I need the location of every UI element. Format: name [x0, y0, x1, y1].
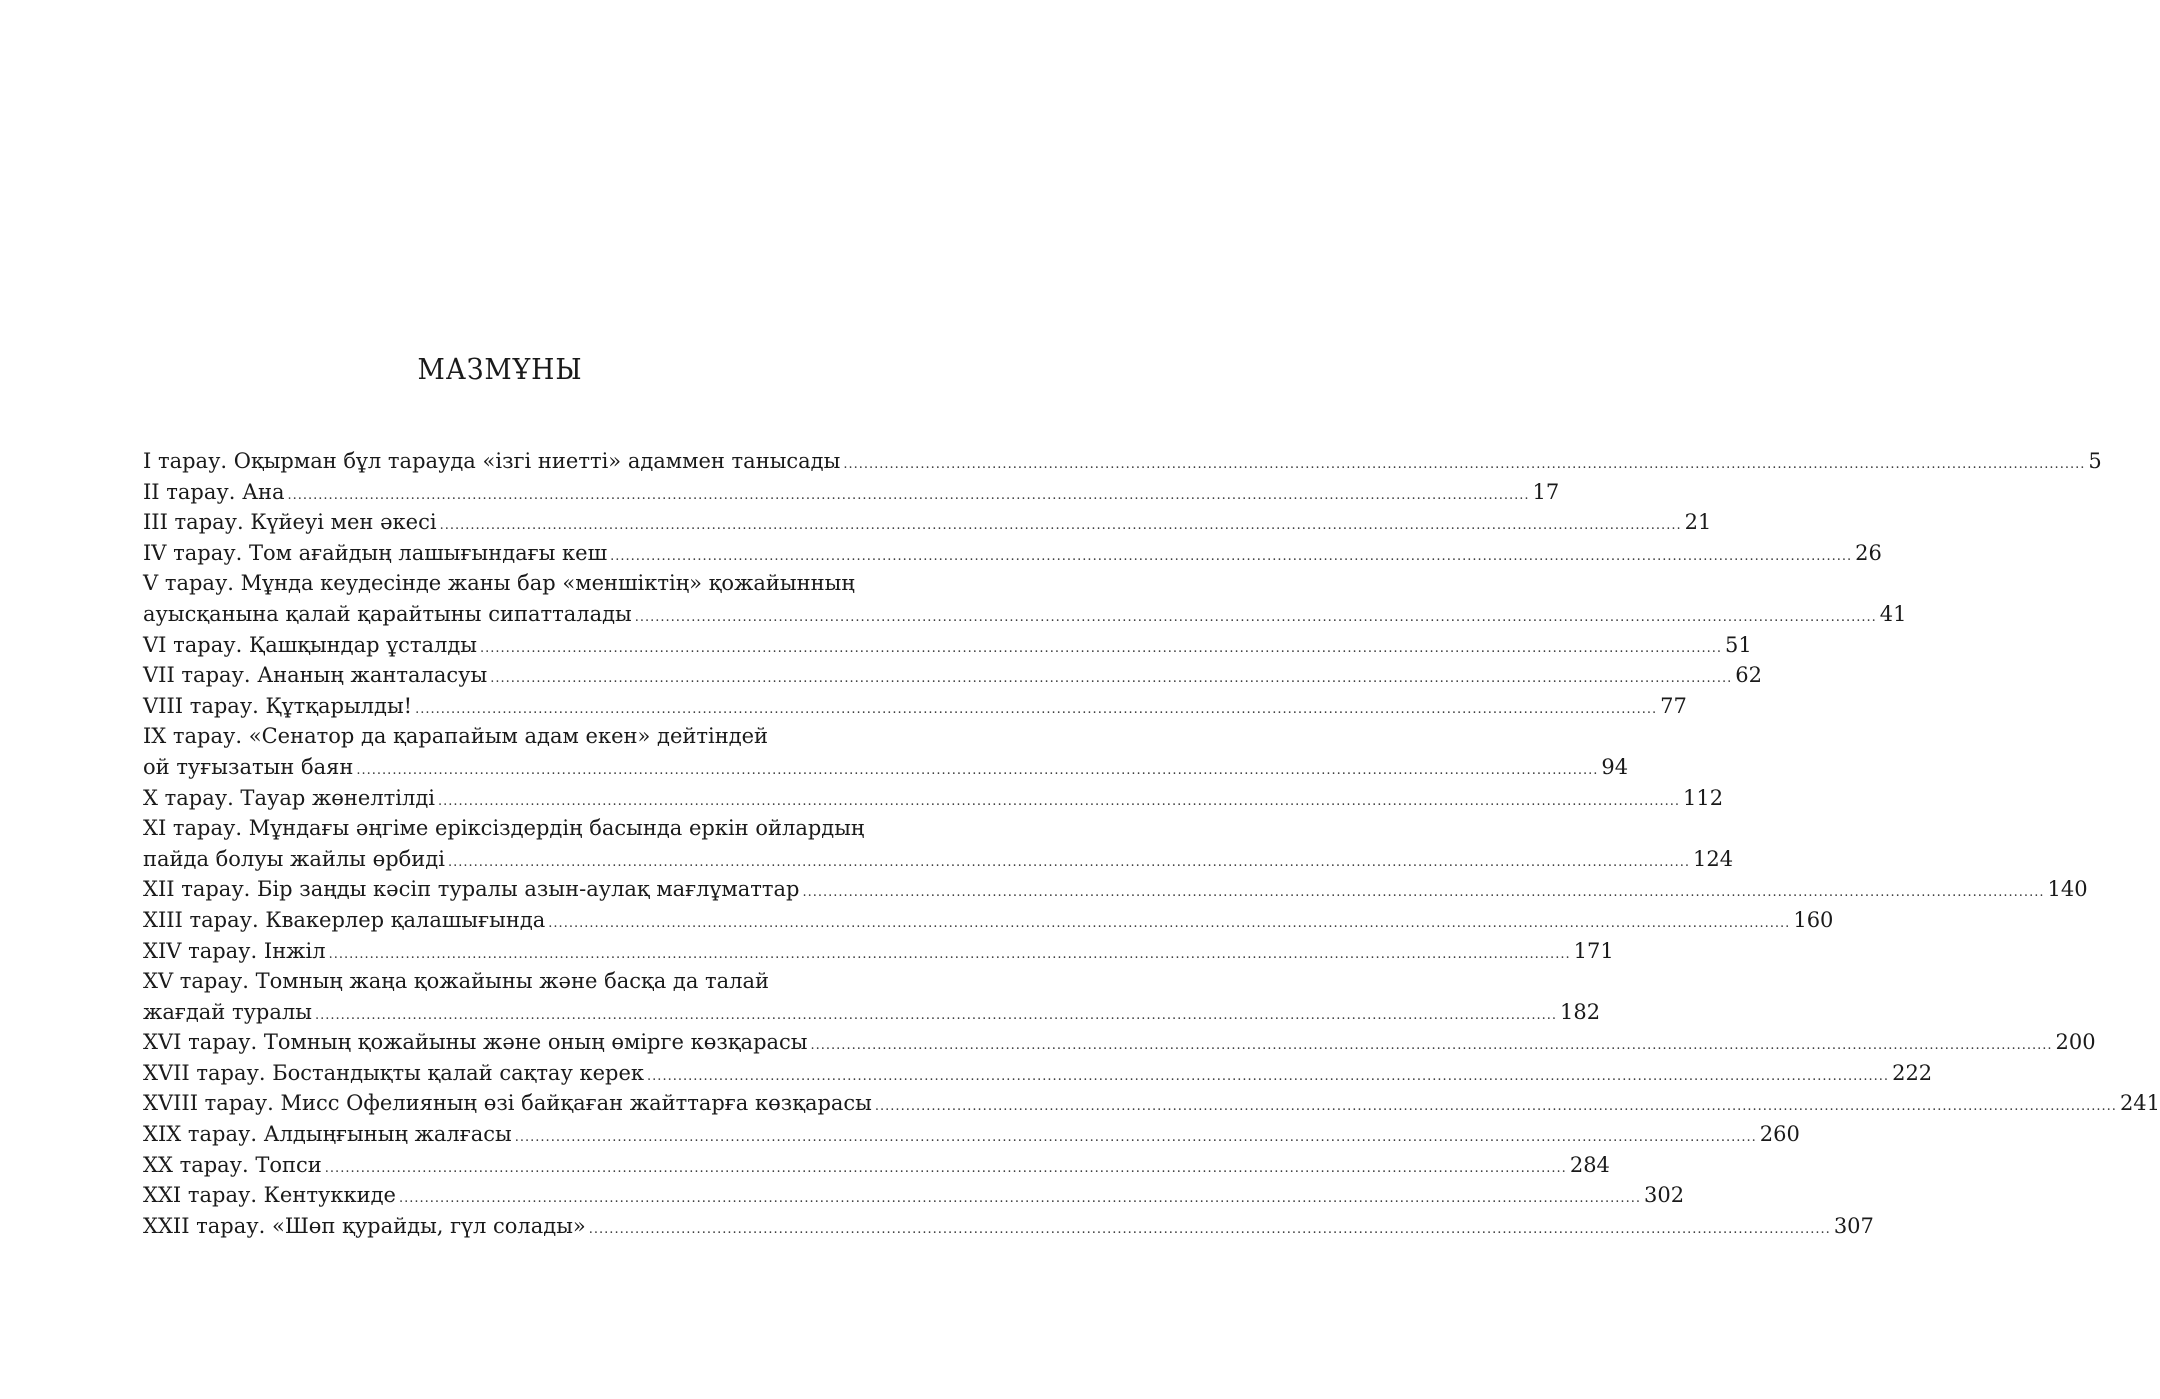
toc-entry — [143, 1088, 2160, 1119]
toc-entry-title: XV тарау. Томның жаңа қожайыны және басқа да талай — [143, 969, 770, 994]
toc-entry-title: VI тарау. Қашқындар ұсталды — [143, 632, 477, 657]
toc-entry-title: VII тарау. Ананың жанталасуы — [143, 663, 488, 688]
dot-leader — [811, 1031, 2053, 1062]
table-of-contents — [143, 446, 2160, 1241]
toc-entry-title: XIX тарау. Алдыңғының жалғасы — [143, 1122, 512, 1147]
toc-entry-title: ауысқанына қалай қарайтыны сипатталады — [143, 601, 632, 626]
toc-entry — [143, 905, 1834, 936]
toc-entry-page: 94 — [1601, 754, 1629, 779]
toc-entry — [143, 568, 906, 599]
toc-entry — [143, 691, 1687, 722]
toc-entry-page: 77 — [1660, 693, 1687, 718]
dot-leader — [802, 878, 2044, 909]
toc-entry-title: жағдай туралы — [143, 999, 312, 1024]
toc-entry-page: 171 — [1573, 938, 1614, 963]
toc-entry-title: VIII тарау. Құтқарылды! — [143, 693, 413, 718]
toc-entry — [143, 446, 2102, 477]
toc-entry — [143, 1027, 2096, 1058]
toc-entry-page: 62 — [1735, 663, 1762, 688]
toc-entry — [143, 1180, 1685, 1211]
toc-entry-title: V тарау. Мұнда кеудесінде жаны бар «меншіктің» қожайынның — [143, 571, 855, 596]
toc-entry — [143, 1211, 1874, 1242]
toc-entry-title: XIV тарау. Інжіл — [143, 938, 326, 963]
toc-entry — [143, 844, 1734, 875]
toc-entry-page: 140 — [2047, 877, 2088, 902]
toc-entry-page: 200 — [2055, 1030, 2096, 1055]
toc-entry — [143, 936, 1614, 967]
toc-entry-page: 124 — [1692, 846, 1734, 871]
toc-entry-page: 260 — [1759, 1122, 1800, 1147]
toc-entry-page: 41 — [1879, 601, 1907, 626]
dot-leader — [325, 1154, 1567, 1185]
toc-entry — [143, 660, 1762, 691]
toc-entry — [143, 783, 1724, 814]
toc-entry-title: XXII тарау. «Шөп қурайды, гүл солады» — [143, 1213, 586, 1238]
toc-entry — [143, 1150, 1610, 1181]
dot-leader — [288, 481, 1530, 512]
toc-entry — [143, 507, 1712, 538]
toc-entry-title: III тарау. Күйеуі мен әкесі — [143, 510, 437, 535]
toc-entry — [143, 813, 906, 844]
toc-entry — [143, 599, 1907, 630]
toc-entry-page: 222 — [1892, 1060, 1933, 1085]
toc-entry-title: пайда болуы жайлы өрбиді — [143, 846, 445, 871]
dot-leader — [635, 603, 1877, 634]
toc-entry-title: IX тарау. «Сенатор да қарапайым адам екен» дейтіндей — [143, 724, 769, 749]
toc-entry-page: 5 — [2088, 449, 2102, 473]
dot-leader — [480, 634, 1722, 665]
toc-entry-title: X тарау. Тауар жөнелтілді — [143, 785, 436, 810]
toc-entry-title: IV тарау. Том ағайдың лашығындағы кеш — [143, 540, 608, 565]
dot-leader — [589, 1215, 1831, 1246]
toc-entry-page: 182 — [1559, 999, 1601, 1024]
toc-entry — [143, 538, 1882, 569]
toc-entry-title: XVIII тарау. Мисс Офелияның өзі байқаған жайттарға көзқарасы — [143, 1091, 872, 1116]
toc-entry-page: 112 — [1683, 785, 1724, 810]
dot-leader — [490, 664, 1732, 695]
toc-entry — [143, 1058, 1933, 1089]
toc-entry-title: XVI тарау. Томның қожайыны және оның өмірге көзқарасы — [143, 1030, 808, 1055]
toc-entry-title: XII тарау. Бір заңды кәсіп туралы азын-аулақ мағлұматтар — [143, 877, 800, 902]
toc-entry-title: XVII тарау. Бостандықты қалай сақтау керек — [143, 1060, 645, 1085]
toc-entry — [143, 752, 1629, 783]
toc-entry-title: II тарау. Ана — [143, 479, 285, 504]
toc-entry — [143, 721, 906, 752]
toc-entry — [143, 966, 906, 997]
toc-entry-title: XXI тарау. Кентуккиде — [143, 1183, 396, 1208]
toc-entry — [143, 1119, 1800, 1150]
dot-leader — [875, 1092, 2117, 1123]
page-title: МАЗМҰНЫ — [417, 352, 583, 386]
toc-entry — [143, 997, 1601, 1028]
dot-leader — [356, 756, 1598, 787]
toc-entry-title: XIII тарау. Квакерлер қалашығында — [143, 907, 546, 932]
dot-leader — [843, 450, 2085, 481]
toc-entry-page: 51 — [1725, 632, 1752, 657]
toc-entry-page: 302 — [1643, 1183, 1685, 1208]
toc-entry-page: 284 — [1569, 1152, 1610, 1177]
toc-entry-title: XI тарау. Мұндағы әңгіме еріксіздердің басында еркін ойлардың — [143, 816, 865, 841]
toc-entry-title: XX тарау. Топси — [143, 1152, 322, 1177]
toc-entry — [143, 630, 1752, 661]
toc-entry-page: 160 — [1793, 907, 1834, 932]
dot-leader — [440, 511, 1682, 542]
toc-entry-page: 241 — [2119, 1091, 2160, 1116]
toc-entry — [143, 477, 1560, 508]
toc-entry-title: ой туғызатын баян — [143, 754, 354, 779]
toc-entry — [143, 874, 2088, 905]
toc-entry-title: I тарау. Оқырман бұл тарауда «ізгі ниетті» адаммен танысады — [143, 449, 841, 473]
toc-entry-page: 21 — [1684, 510, 1712, 535]
toc-entry-page: 26 — [1855, 540, 1882, 565]
toc-entry-page: 307 — [1833, 1213, 1874, 1238]
toc-entry-page: 17 — [1532, 479, 1560, 504]
